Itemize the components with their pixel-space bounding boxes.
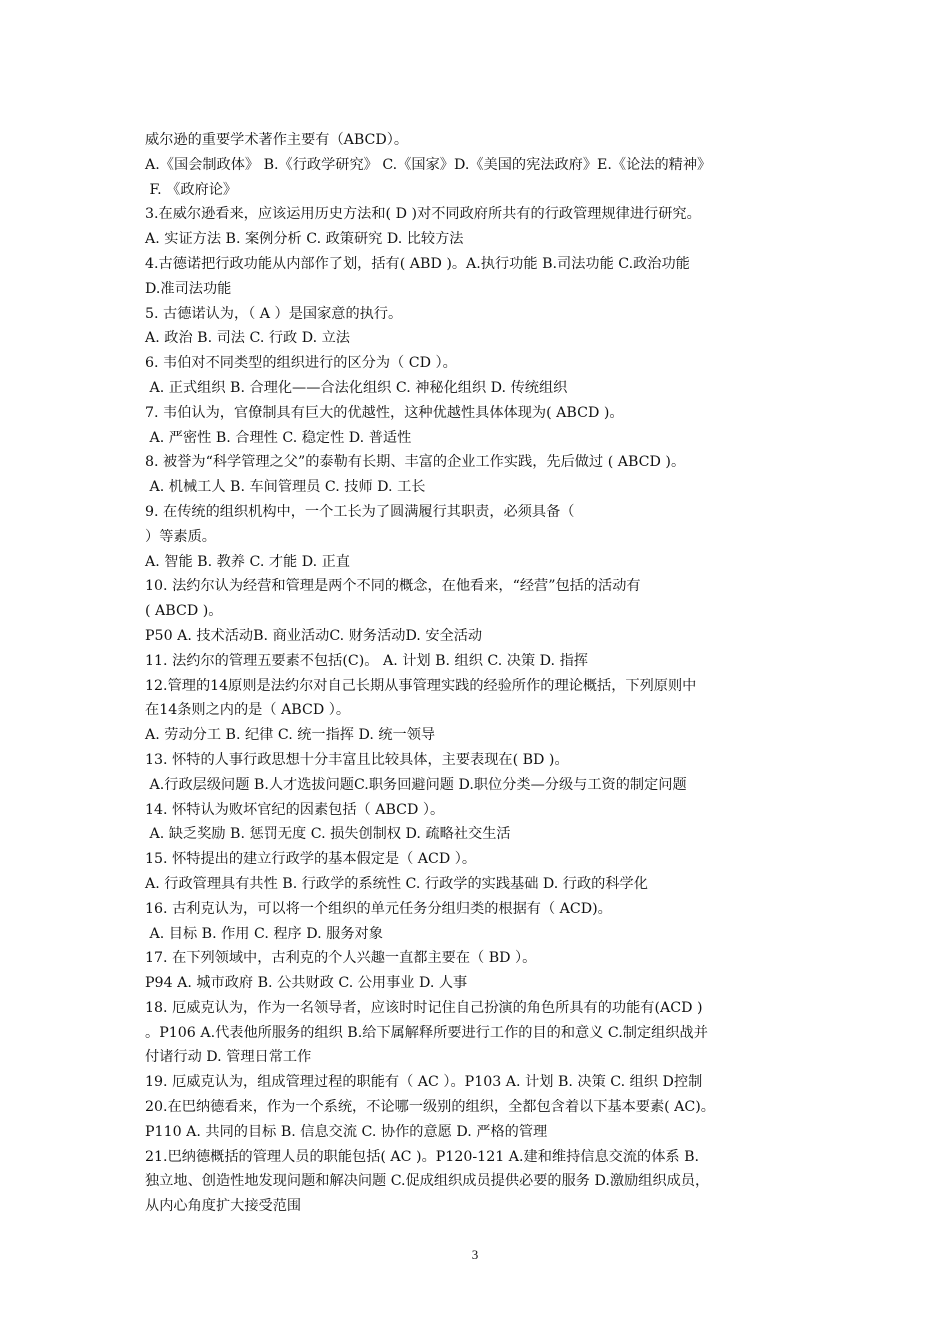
- text-line: A. 缺乏奖励 B. 惩罚无度 C. 损失创制权 D. 疏略社交生活: [145, 826, 511, 843]
- text-line: 16. 古利克认为，可以将一个组织的单元任务分组归类的根据有（ ACD)。: [145, 900, 612, 917]
- text-line: A. 实证方法 B. 案例分析 C. 政策研究 D. 比较方法: [145, 231, 464, 248]
- text-line: P110 A. 共同的目标 B. 信息交流 C. 协作的意愿 D. 严格的管理: [145, 1123, 548, 1140]
- text-line: A. 正式组织 B. 合理化——合法化组织 C. 神秘化组织 D. 传统组织: [145, 379, 568, 396]
- text-line: 8. 被誉为“科学管理之父”的泰勒有长期、丰富的企业工作实践，先后做过 ( ABCD )。: [145, 454, 686, 471]
- text-line: A. 政治 B. 司法 C. 行政 D. 立法: [145, 330, 350, 347]
- text-line: 21.巴纳德概括的管理人员的职能包括( AC )。P120-121 A.建和维持信息交流的体系 B.: [145, 1148, 700, 1165]
- text-line: 在14条则之内的是（ ABCD ）。: [145, 702, 351, 719]
- text-line: 10. 法约尔认为经营和管理是两个不同的概念，在他看来，“经营”包括的活动有: [145, 578, 641, 595]
- text-line: 5. 古德诺认为，（ A ）是国家意的执行。: [145, 305, 403, 322]
- page-body-text: [145, 128, 810, 1219]
- text-line: A. 严密性 B. 合理性 C. 稳定性 D. 普适性: [145, 429, 412, 446]
- text-line: 从内心角度扩大接受范围: [145, 1198, 302, 1215]
- text-line: 7. 韦伯认为，官僚制具有巨大的优越性，这种优越性具体体现为( ABCD )。: [145, 404, 624, 421]
- text-line: P50 A. 技术活动B. 商业活动C. 财务活动D. 安全活动: [145, 627, 483, 644]
- text-line: D.准司法功能: [145, 280, 232, 297]
- text-line: 13. 怀特的人事行政思想十分丰富且比较具体，主要表现在( BD )。: [145, 751, 569, 768]
- text-line: A. 行政管理具有共性 B. 行政学的系统性 C. 行政学的实践基础 D. 行政的科学化: [145, 875, 648, 892]
- text-line: ( ABCD )。: [145, 603, 223, 620]
- text-line: 6. 韦伯对不同类型的组织进行的区分为（ CD ）。: [145, 355, 457, 372]
- text-line: 11. 法约尔的管理五要素不包括(C)。 A. 计划 B. 组织 C. 决策 D. 指挥: [145, 652, 588, 669]
- text-line: F. 《政府论》: [145, 181, 238, 198]
- page-number: 3: [471, 1247, 479, 1262]
- text-line: A. 目标 B. 作用 C. 程序 D. 服务对象: [145, 925, 383, 942]
- text-line: 19. 厄威克认为，组成管理过程的职能有（ AC ）。P103 A. 计划 B. 决策 C. 组织 D控制: [145, 1074, 703, 1091]
- text-line: 18. 厄威克认为，作为一名领导者，应该时时记住自己扮演的角色所具有的功能有(ACD ): [145, 999, 703, 1016]
- text-line: 4.古德诺把行政功能从内部作了划，括有( ABD )。A.执行功能 B.司法功能 C.政治功能: [145, 255, 690, 272]
- text-line: A.《国会制政体》 B.《行政学研究》 C.《国家》D.《美国的宪法政府》E.《论法的精神》: [145, 156, 712, 173]
- text-line: 9. 在传统的组织机构中，一个工长为了圆满履行其职责，必须具备（: [145, 503, 575, 520]
- text-line: 付诸行动 D. 管理日常工作: [145, 1049, 312, 1066]
- text-line: P94 A. 城市政府 B. 公共财政 C. 公用事业 D. 人事: [145, 975, 468, 992]
- text-line: A. 劳动分工 B. 纪律 C. 统一指挥 D. 统一领导: [145, 727, 436, 744]
- text-line: 威尔逊的重要学术著作主要有（ABCD）。: [145, 132, 409, 148]
- text-line: 3.在威尔逊看来，应该运用历史方法和( D )对不同政府所共有的行政管理规律进行研究。: [145, 206, 701, 223]
- text-line: A.行政层级问题 B.人才选拔问题C.职务回避问题 D.职位分类—分级与工资的制定问题: [145, 776, 687, 793]
- text-line: A. 机械工人 B. 车间管理员 C. 技师 D. 工长: [145, 479, 426, 496]
- text-line: ）等素质。: [145, 528, 216, 545]
- text-line: 14. 怀特认为败坏官纪的因素包括（ ABCD ）。: [145, 801, 445, 818]
- text-line: 20.在巴纳德看来，作为一个系统，不论哪一级别的组织，全都包含着以下基本要素( AC)。: [145, 1099, 715, 1116]
- text-line: 独立地、创造性地发现问题和解决问题 C.促成组织成员提供必要的服务 D.激励组织成员，: [145, 1173, 710, 1190]
- text-line: 17. 在下列领域中，古利克的个人兴趣一直都主要在（ BD ）。: [145, 950, 537, 967]
- text-line: 15. 怀特提出的建立行政学的基本假定是（ ACD ）。: [145, 851, 477, 868]
- text-line: 12.管理的14原则是法约尔对自己长期从事管理实践的经验所作的理论概括，下列原则中: [145, 677, 697, 694]
- text-line: A. 智能 B. 教养 C. 才能 D. 正直: [145, 553, 350, 570]
- text-line: 。P106 A.代表他所服务的组织 B.给下属解释所要进行工作的目的和意义 C.制定组织战并: [145, 1024, 708, 1041]
